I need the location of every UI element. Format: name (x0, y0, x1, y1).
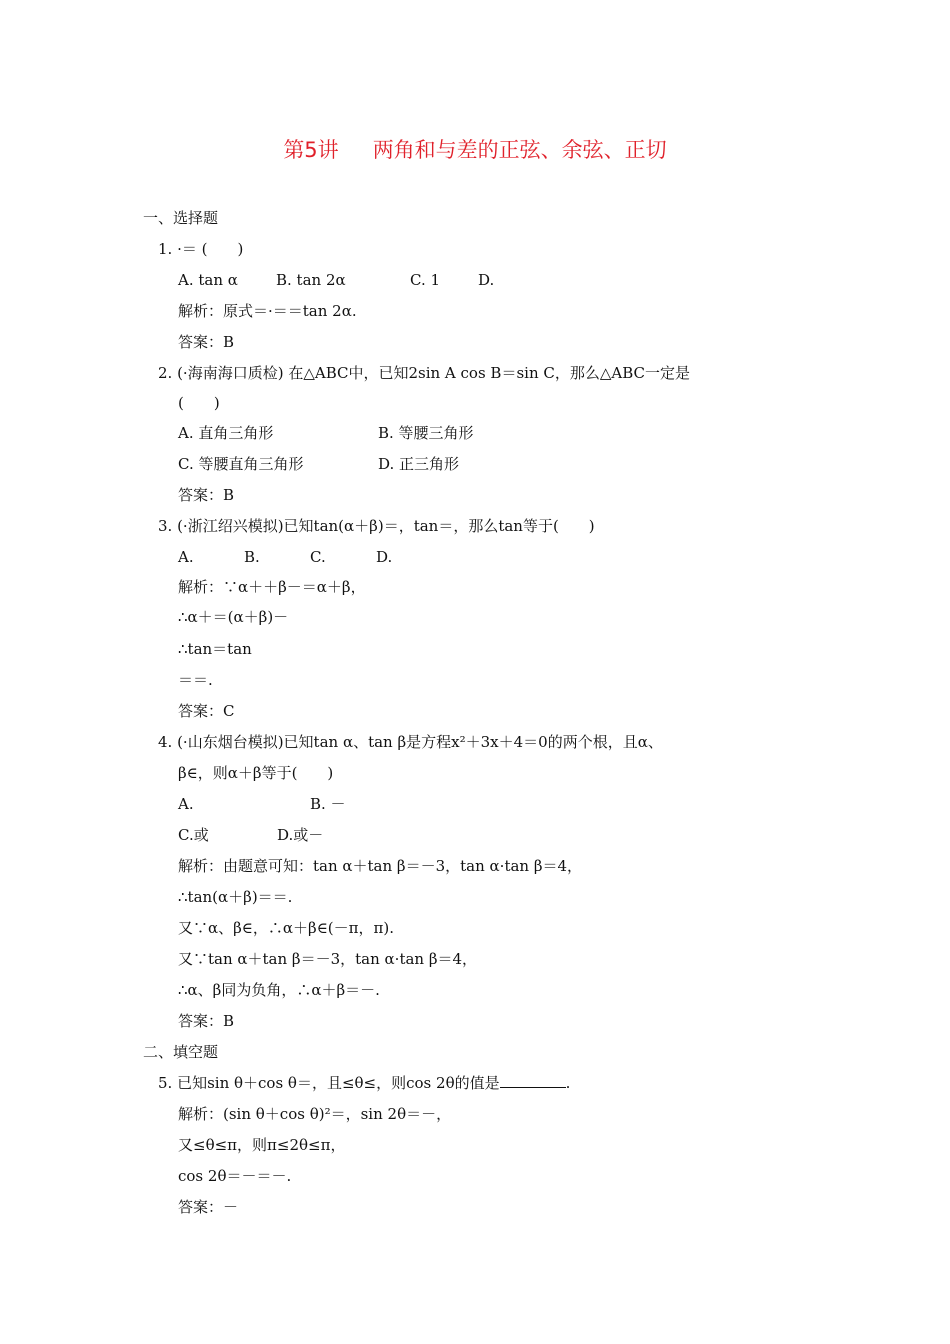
q3-option-c: C. (310, 548, 326, 566)
q4-analysis-line4: 又∵tan α＋tan β＝－3，tan α·tan β＝4， (178, 950, 478, 968)
question-2-stem: 2. (·海南海口质检) 在△ABC中，已知2sin A cos B＝sin C，那么△ABC一定是 (158, 364, 691, 382)
q5-analysis-line1: 解析：(sin θ＋cos θ)²＝，sin 2θ＝－， (178, 1105, 452, 1123)
question-4-stem-cont: β∈，则α＋β等于( ) (178, 764, 334, 782)
q2-answer: 答案：B (178, 486, 235, 504)
q1-option-c: C. 1 (410, 271, 441, 289)
answer-blank (500, 1073, 566, 1088)
q3-option-a: A. (178, 548, 194, 566)
q3-analysis-line2: ∴α＋＝(α＋β)－ (178, 608, 289, 626)
question-2-options-row1 (178, 423, 578, 443)
q4-analysis-line2: ∴tan(α＋β)＝＝. (178, 888, 293, 906)
q3-analysis-line1: 解析：∵α＋＋β－＝α＋β， (178, 578, 366, 596)
question-2-stem-cont: ( ) (178, 394, 220, 412)
q5-stem-text: 5. 已知sin θ＋cos θ＝，且≤θ≤，则cos 2θ的值是 (158, 1074, 500, 1092)
q5-analysis-line2: 又≤θ≤π，则π≤2θ≤π， (178, 1136, 346, 1154)
q2-option-c: C. 等腰直角三角形 (178, 455, 304, 473)
q4-analysis-line1: 解析：由题意可知：tan α＋tan β＝－3，tan α·tan β＝4， (178, 857, 583, 875)
q3-analysis-line4: ＝＝. (178, 671, 213, 689)
lesson-number: 第5讲 (283, 138, 339, 162)
q4-option-a: A. (178, 795, 194, 813)
q4-option-c: C.或 (178, 826, 209, 844)
q4-analysis-line3: 又∵α、β∈，∴α＋β∈(－π，π). (178, 919, 394, 937)
question-5-stem (158, 1073, 570, 1093)
q5-analysis-line3: cos 2θ＝－＝－. (178, 1167, 292, 1185)
q2-option-d: D. 正三角形 (378, 455, 460, 473)
lesson-topic: 两角和与差的正弦、余弦、正切 (372, 138, 667, 162)
q1-option-d: D. (478, 271, 495, 289)
question-1-options (178, 270, 578, 290)
q1-answer: 答案：B (178, 333, 235, 351)
question-3-stem: 3. (·浙江绍兴模拟)已知tan(α＋β)＝，tan＝，那么tan等于( ) (158, 517, 595, 535)
q1-analysis: 解析：原式＝·＝＝tan 2α. (178, 302, 357, 320)
question-3-options (178, 547, 578, 567)
q5-stem-end: . (565, 1074, 571, 1092)
q2-option-b: B. 等腰三角形 (378, 424, 474, 442)
section-heading-choice: 一、选择题 (143, 209, 219, 227)
question-4-options-row2 (178, 825, 578, 845)
question-4-stem: 4. (·山东烟台模拟)已知tan α、tan β是方程x²＋3x＋4＝0的两个根，且α、 (158, 733, 663, 751)
q3-analysis-line3: ∴tan＝tan (178, 640, 252, 658)
q5-answer: 答案：－ (178, 1198, 239, 1216)
q4-answer: 答案：B (178, 1012, 235, 1030)
page-title (0, 134, 950, 164)
question-2-options-row2 (178, 454, 578, 474)
q4-analysis-line5: ∴α、β同为负角，∴α＋β＝－. (178, 981, 380, 999)
q1-option-b: B. tan 2α (276, 271, 346, 289)
q3-option-b: B. (244, 548, 260, 566)
q2-option-a: A. 直角三角形 (178, 424, 274, 442)
q1-option-a: A. tan α (178, 271, 238, 289)
q4-option-d: D.或－ (277, 826, 324, 844)
section-heading-fill: 二、填空题 (143, 1043, 219, 1061)
question-4-options-row1 (178, 794, 578, 814)
q3-option-d: D. (376, 548, 393, 566)
question-1-stem: 1. ·＝ ( ) (158, 240, 244, 258)
q3-answer: 答案：C (178, 702, 235, 720)
q4-option-b: B. － (310, 795, 346, 813)
